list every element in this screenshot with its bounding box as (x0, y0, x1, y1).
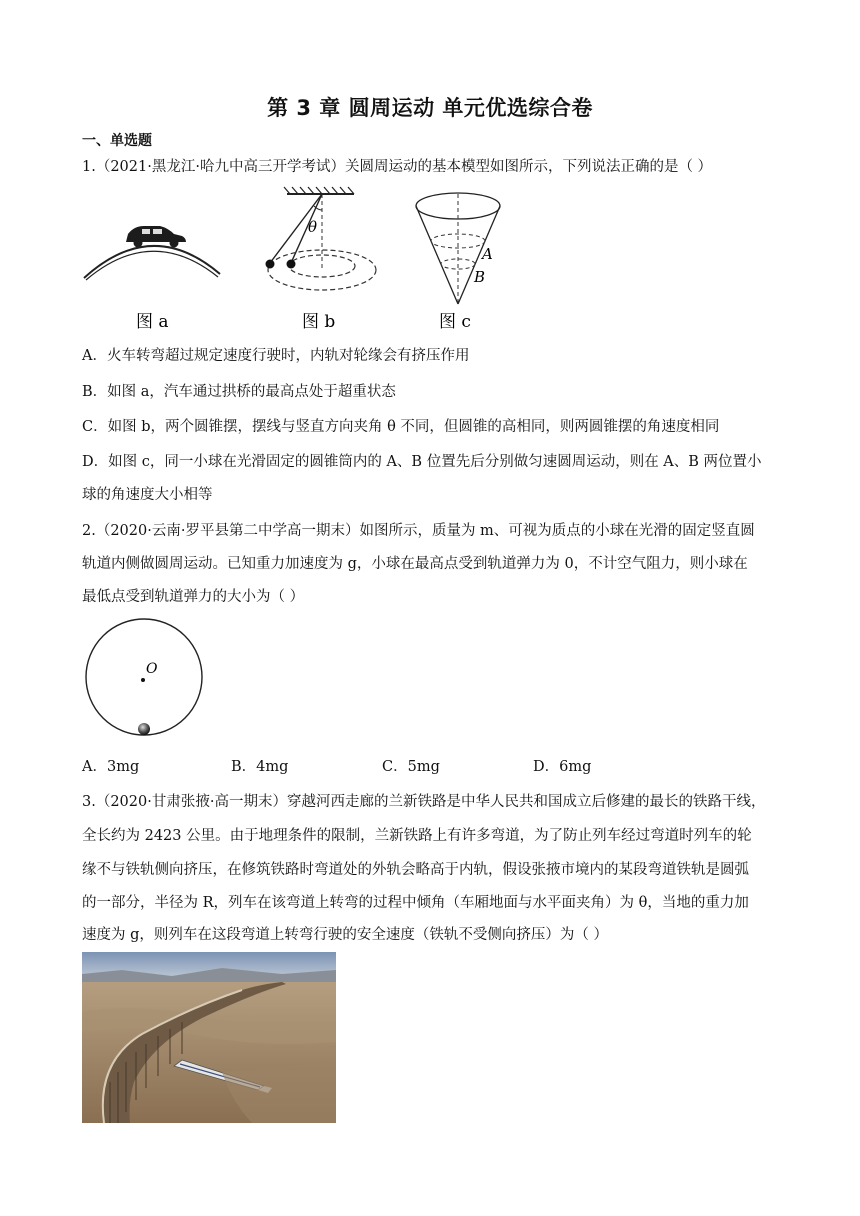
arch-bridge-inner (86, 251, 218, 280)
q3-stem-line1: 3.（2020·甘肃张掖·高一期末）穿越河西走廊的兰新铁路是中华人民共和国成立后修建的最长的铁路干线， (82, 794, 766, 810)
q3-stem-line3: 缘不与铁轨侧向挤压，在修筑铁路时弯道处的外轨会略高于内轨，假设张掖市境内的某段弯道铁轨是圆弧 (82, 862, 749, 878)
q1-option-d-line2: 球的角速度大小相等 (82, 487, 213, 503)
q2-figure (82, 618, 206, 742)
q1-figures (82, 186, 512, 336)
q1-option-c: C．如图 b，两个圆锥摆，摆线与竖直方向夹角 θ 不同，但圆锥的高相同，则两圆锥摆的角速度相同 (82, 419, 720, 435)
fig-a-label: 图 a (136, 312, 169, 332)
q2-stem-line3: 最低点受到轨道弹力的大小为（ ） (82, 589, 305, 605)
page-title: 第 3 章 圆周运动 单元优选综合卷 (267, 96, 593, 120)
q2-option-b: B．4mg (231, 759, 289, 775)
fig-b-label: 图 b (302, 312, 336, 332)
vertical-track (86, 619, 202, 735)
figure-a (84, 226, 220, 332)
q3-stem-line2: 全长约为 2423 公里。由于地理条件的限制，兰新铁路上有许多弯道，为了防止列车经过弯道时列车的轮 (82, 828, 752, 844)
car-icon (126, 226, 186, 248)
figure-c (416, 193, 500, 332)
q2-stem-line1: 2.（2020·云南·罗平县第二中学高一期末）如图所示，质量为 m、可视为质点的小球在光滑的固定竖直圆 (82, 523, 755, 539)
q1-option-d-line1: D．如图 c，同一小球在光滑固定的圆锥筒内的 A、B 位置先后分别做匀速圆周运动，则在 A、B 两位置小 (82, 454, 762, 470)
figure-b (266, 187, 377, 332)
fig-c-label: 图 c (439, 312, 471, 332)
ball-icon (138, 723, 150, 735)
railway-photo (82, 952, 336, 1123)
q2-option-c: C．5mg (382, 759, 440, 775)
q3-stem-line4: 的一部分，半径为 R，列车在该弯道上转弯的过程中倾角（车厢地面与水平面夹角）为 θ，当地的重力加 (82, 895, 749, 911)
theta-label: θ (308, 218, 318, 236)
center-point (141, 678, 145, 682)
q3-stem-line5: 速度为 g，则列车在这段弯道上转弯行驶的安全速度（铁轨不受侧向挤压）为（ ） (82, 927, 608, 943)
center-label: O (146, 661, 158, 677)
q1-option-a: A．火车转弯超过规定速度行驶时，内轨对轮缘会有挤压作用 (82, 348, 470, 364)
q1-option-b: B．如图 a，汽车通过拱桥的最高点处于超重状态 (82, 384, 396, 400)
q2-option-d: D．6mg (533, 759, 592, 775)
pendulum-ball-2 (287, 260, 296, 269)
q1-stem: 1.（2021·黑龙江·哈九中高三开学考试）关圆周运动的基本模型如图所示，下列说法正确的是（ ） (82, 159, 713, 175)
q2-stem-line2: 轨道内侧做圆周运动。已知重力加速度为 g，小球在最高点受到轨道弹力为 0，不计空气阻力，则小球在 (82, 556, 748, 572)
pendulum-ball-1 (266, 260, 275, 269)
q2-option-a: A．3mg (82, 759, 140, 775)
section-heading: 一、单选题 (82, 133, 152, 149)
cone-label-b: B (474, 268, 486, 286)
cone-label-a: A (482, 245, 493, 263)
